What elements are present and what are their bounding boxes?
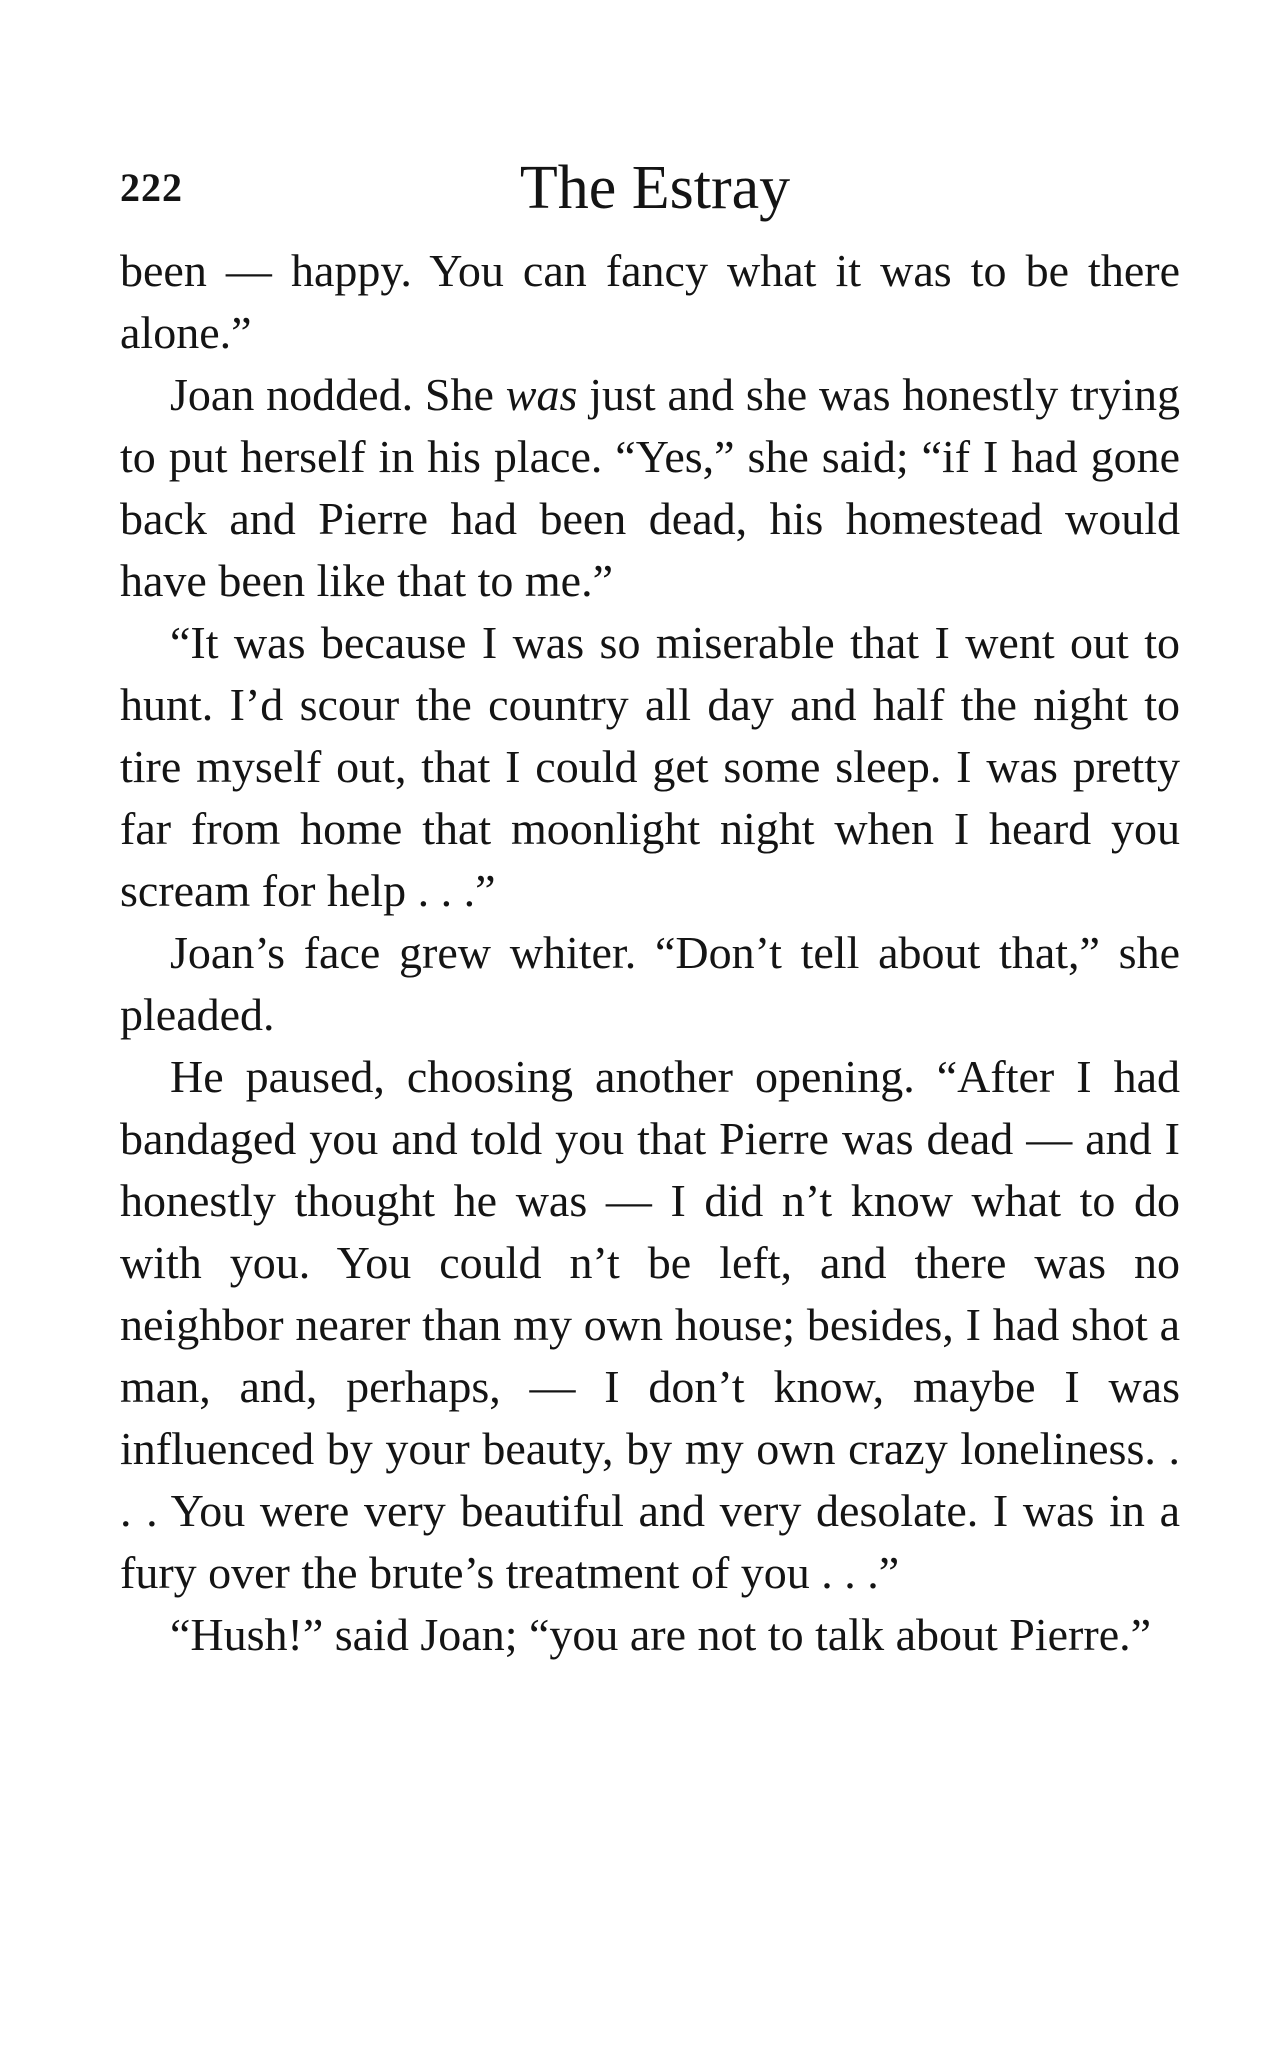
paragraph-2 xyxy=(120,364,1180,612)
page-header xyxy=(120,148,1180,228)
paragraph-2-before: Joan nodded. She xyxy=(170,369,506,420)
body-text xyxy=(120,240,1180,1666)
paragraph-3: “It was because I was so miserable that I went out to hunt. I’d scour the country all day and half the night to tire myself out, that I could get some sleep. I was pretty far from home that moonlight night when I heard you scream for help . . .” xyxy=(120,617,1180,916)
paragraph-4: Joan’s face grew whiter. “Don’t tell about that,” she pleaded. xyxy=(120,927,1180,1040)
paragraph-2-emphasis: was xyxy=(505,369,578,420)
paragraph-5: He paused, choosing another opening. “After I had bandaged you and told you that Pierre was dead — and I honestly thought he was — I did n’t know what to do with you. You could n’t be left, and there was no neighbor nearer than my own house; besides, I had shot a man, and, perhaps, — I don’t know, maybe I was influenced by your beauty, by my own crazy loneliness. . . . You were very beautiful and very desolate. I was in a fury over the brute’s treatment of you . . .” xyxy=(120,1051,1180,1598)
running-title: The Estray xyxy=(519,154,791,222)
page-number: 222 xyxy=(120,165,183,210)
paragraph-6: “Hush!” said Joan; “you are not to talk about Pierre.” xyxy=(170,1609,1152,1660)
paragraph-2-after: just and she was honestly trying to put herself in his place. “Yes,” she said; “if I had gone back and Pierre had been dead, his homestead would have been like that to me.” xyxy=(120,369,1180,606)
paragraph-1: been — happy. You can fancy what it was to be there alone.” xyxy=(120,245,1180,358)
